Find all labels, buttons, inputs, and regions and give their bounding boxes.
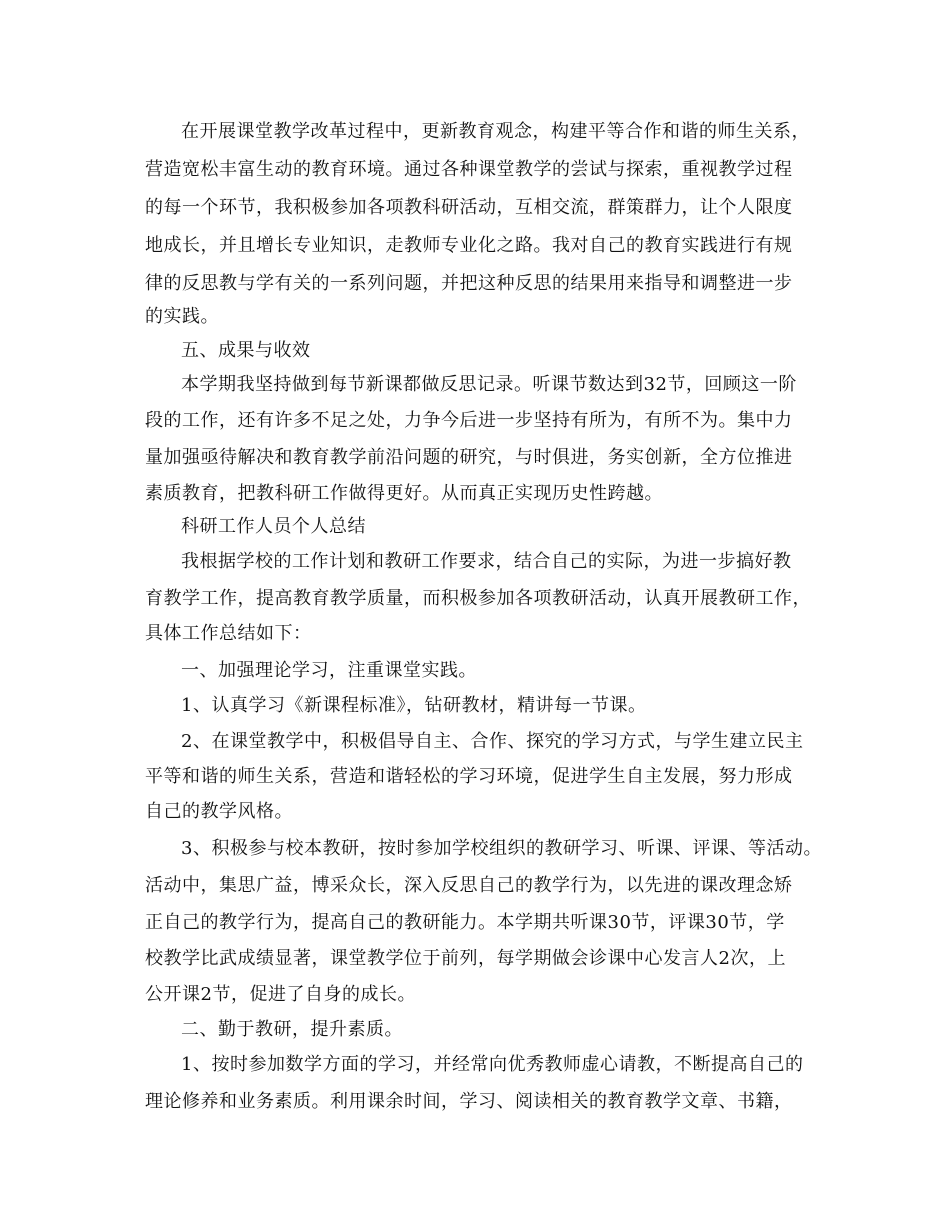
section-heading: 五、成果与收效 bbox=[181, 340, 311, 361]
paragraph-line: 公开课2节，促进了自身的成长。 bbox=[145, 984, 416, 1005]
paragraph-line: 理论修养和业务素质。利用课余时间，学习、阅读相关的教育教学文章、书籍， bbox=[145, 1091, 793, 1112]
paragraph-line: 的实践。 bbox=[145, 306, 219, 327]
paragraph-line: 本学期我坚持做到每节新课都做反思记录。听课节数达到32节，回顾这一阶 bbox=[181, 374, 797, 395]
paragraph-line: 育教学工作，提高教育教学质量，而积极参加各项教研活动，认真开展教研工作， bbox=[145, 588, 811, 609]
paragraph-line: 正自己的教学行为，提高自己的教研能力。本学期共听课30节，评课30节，学 bbox=[145, 912, 785, 933]
paragraph-line: 校教学比武成绩显著，课堂教学位于前列，每学期做会诊课中心发言人2次，上 bbox=[145, 948, 786, 969]
paragraph-line: 1、按时参加数学方面的学习，并经常向优秀教师虚心请教，不断提高自己的 bbox=[181, 1054, 804, 1075]
paragraph-line: 1、认真学习《新课程标准》，钻研教材，精讲每一节课。 bbox=[181, 695, 647, 716]
paragraph-line: 2、在课堂教学中，积极倡导自主、合作、探究的学习方式，与学生建立民主 bbox=[181, 731, 804, 752]
paragraph-line: 素质教育，把教科研工作做得更好。从而真正实现历史性跨越。 bbox=[145, 483, 663, 504]
paragraph-line: 活动中，集思广益，博采众长，深入反思自己的教学行为，以先进的课改理念矫 bbox=[145, 875, 793, 896]
paragraph-line: 3、积极参与校本教研，按时参加学校组织的教研学习、听课、评课、等活动。 bbox=[181, 838, 822, 859]
paragraph-line: 量加强亟待解决和教育教学前沿问题的研究，与时俱进，务实创新，全方位推进 bbox=[145, 447, 793, 468]
paragraph-line: 平等和谐的师生关系，营造和谐轻松的学习环境，促进学生自主发展，努力形成 bbox=[145, 766, 793, 787]
paragraph-line: 地成长，并且增长专业知识，走教师专业化之路。我对自己的教育实践进行有规 bbox=[145, 235, 793, 256]
paragraph-line: 营造宽松丰富生动的教育环境。通过各种课堂教学的尝试与探索，重视教学过程 bbox=[145, 159, 793, 180]
section-heading: 一、加强理论学习，注重课堂实践。 bbox=[181, 660, 477, 681]
section-heading: 科研工作人员个人总结 bbox=[181, 516, 366, 537]
paragraph-line: 律的反思教与学有关的一系列问题，并把这种反思的结果用来指导和调整进一步 bbox=[145, 273, 793, 294]
paragraph-line: 在开展课堂教学改革过程中，更新教育观念，构建平等合作和谐的师生关系， bbox=[181, 121, 810, 142]
paragraph-line: 具体工作总结如下： bbox=[145, 623, 312, 644]
paragraph-line: 段的工作，还有许多不足之处，力争今后进一步坚持有所为，有所不为。集中力 bbox=[145, 410, 793, 431]
paragraph-line: 的每一个环节，我积极参加各项教科研活动，互相交流，群策群力，让个人限度 bbox=[145, 197, 793, 218]
paragraph-line: 我根据学校的工作计划和教研工作要求，结合自己的实际，为进一步搞好教 bbox=[181, 551, 792, 572]
paragraph-line: 自己的教学风格。 bbox=[145, 801, 293, 822]
section-heading: 二、勤于教研，提升素质。 bbox=[181, 1019, 403, 1040]
